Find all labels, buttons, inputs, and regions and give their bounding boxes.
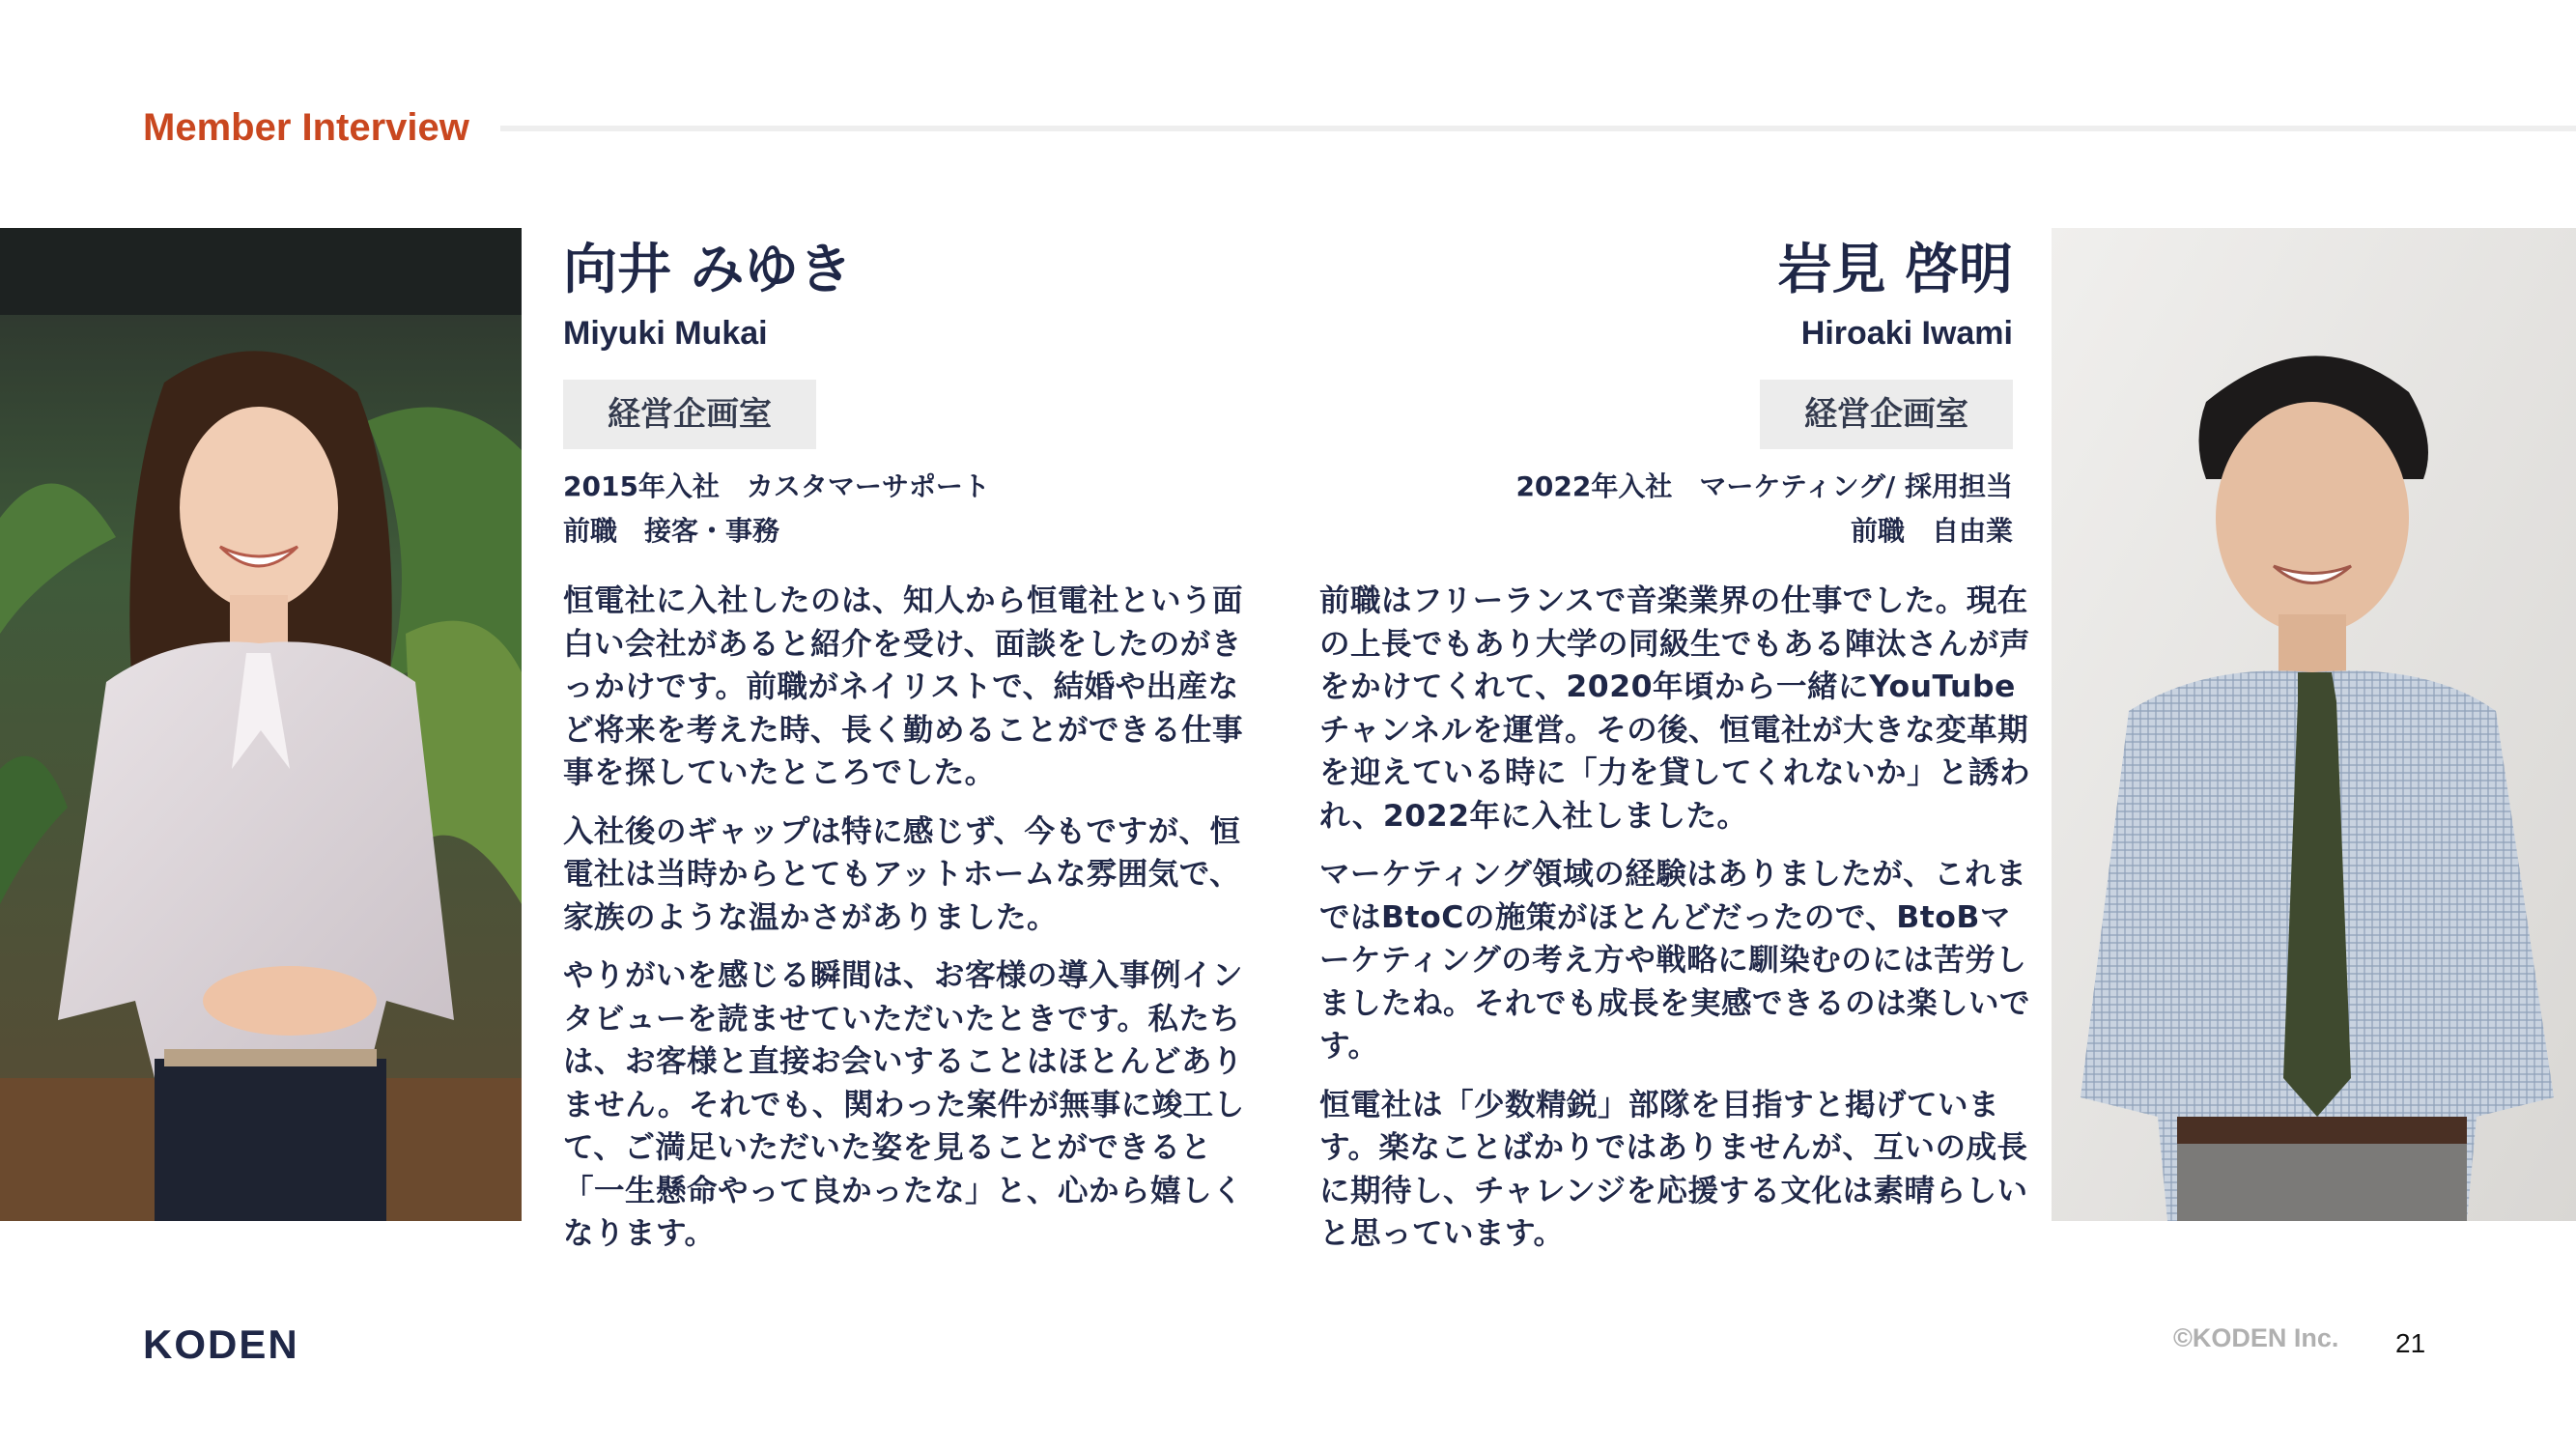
paragraph: 入社後のギャップは特に感じず、今もですが、恒電社は当時からとてもアットホームな雰囲気で、家族のような温かさがありました。 — [563, 813, 1241, 935]
member-name-en: Hiroaki Iwami — [1800, 315, 2013, 352]
member-name-jp: 岩見 啓明 — [1777, 239, 2013, 301]
member-profile-iwami — [1317, 237, 2013, 554]
section-title: Member Interview — [143, 106, 469, 149]
koden-logo: KODEN — [143, 1321, 299, 1367]
copyright-notice: ©KODEN Inc. — [2173, 1323, 2339, 1352]
interview-text-iwami — [1319, 580, 2034, 1271]
paragraph: 前職はフリーランスで音楽業界の仕事でした。現在の上長でもあり大学の同級生でもある陣汰さんが声をかけてくれて、2020年頃から一緒にYouTubeチャンネルを運営。その後、恒電社が大きな変革期を迎えている時に「力を貸してくれないか」と誘われ、2022年に入社しました。 — [1319, 583, 2031, 834]
joined-info: 2022年入社 マーケティング/ 採用担当 — [1515, 470, 2013, 502]
previous-job: 前職 自由業 — [1850, 515, 2013, 547]
previous-job: 前職 接客・事務 — [563, 515, 780, 547]
member-name-jp: 向井 みゆき — [563, 239, 853, 301]
paragraph: 恒電社は「少数精鋭」部隊を目指すと掲げています。楽なことばかりではありませんが、互いの成長に期待し、チャレンジを応援する文化は素晴らしいと思っています。 — [1319, 1087, 2028, 1251]
page-number: 21 — [2395, 1328, 2426, 1358]
member-photo-mukai — [0, 228, 522, 1221]
member-photo-iwami — [2052, 228, 2576, 1221]
department-badge: 経営企画室 — [563, 380, 816, 449]
title-divider — [500, 126, 2576, 131]
member-name-en: Miyuki Mukai — [563, 315, 768, 352]
paragraph: やりがいを感じる瞬間は、お客様の導入事例インタビューを読ませていただいたときです。私たちは、お客様と直接お会いすることはほとんどありません。それでも、関わった案件が無事に竣工して、ご満足いただいた姿を見ることができると「一生懸命やって良かったな」と、心から嬉しくなります。 — [563, 958, 1245, 1251]
joined-info: 2015年入社 カスタマーサポート — [563, 470, 990, 502]
paragraph: 恒電社に入社したのは、知人から恒電社という面白い会社があると紹介を受け、面談をしたのがきっかけです。前職がネイリストで、結婚や出産など将来を考えた時、長く勤めることができる仕事事を探していたところでした。 — [563, 583, 1244, 790]
interview-text-mukai — [563, 580, 1259, 1271]
department-badge: 経営企画室 — [1760, 380, 2013, 449]
member-profile-mukai — [563, 237, 1254, 554]
paragraph: マーケティング領域の経験はありましたが、これまではBtoCの施策がほとんどだったので、BtoBマーケティングの考え方や戦略に馴染むのには苦労しましたね。それでも成長を実感できるのは楽しいです。 — [1319, 857, 2031, 1064]
